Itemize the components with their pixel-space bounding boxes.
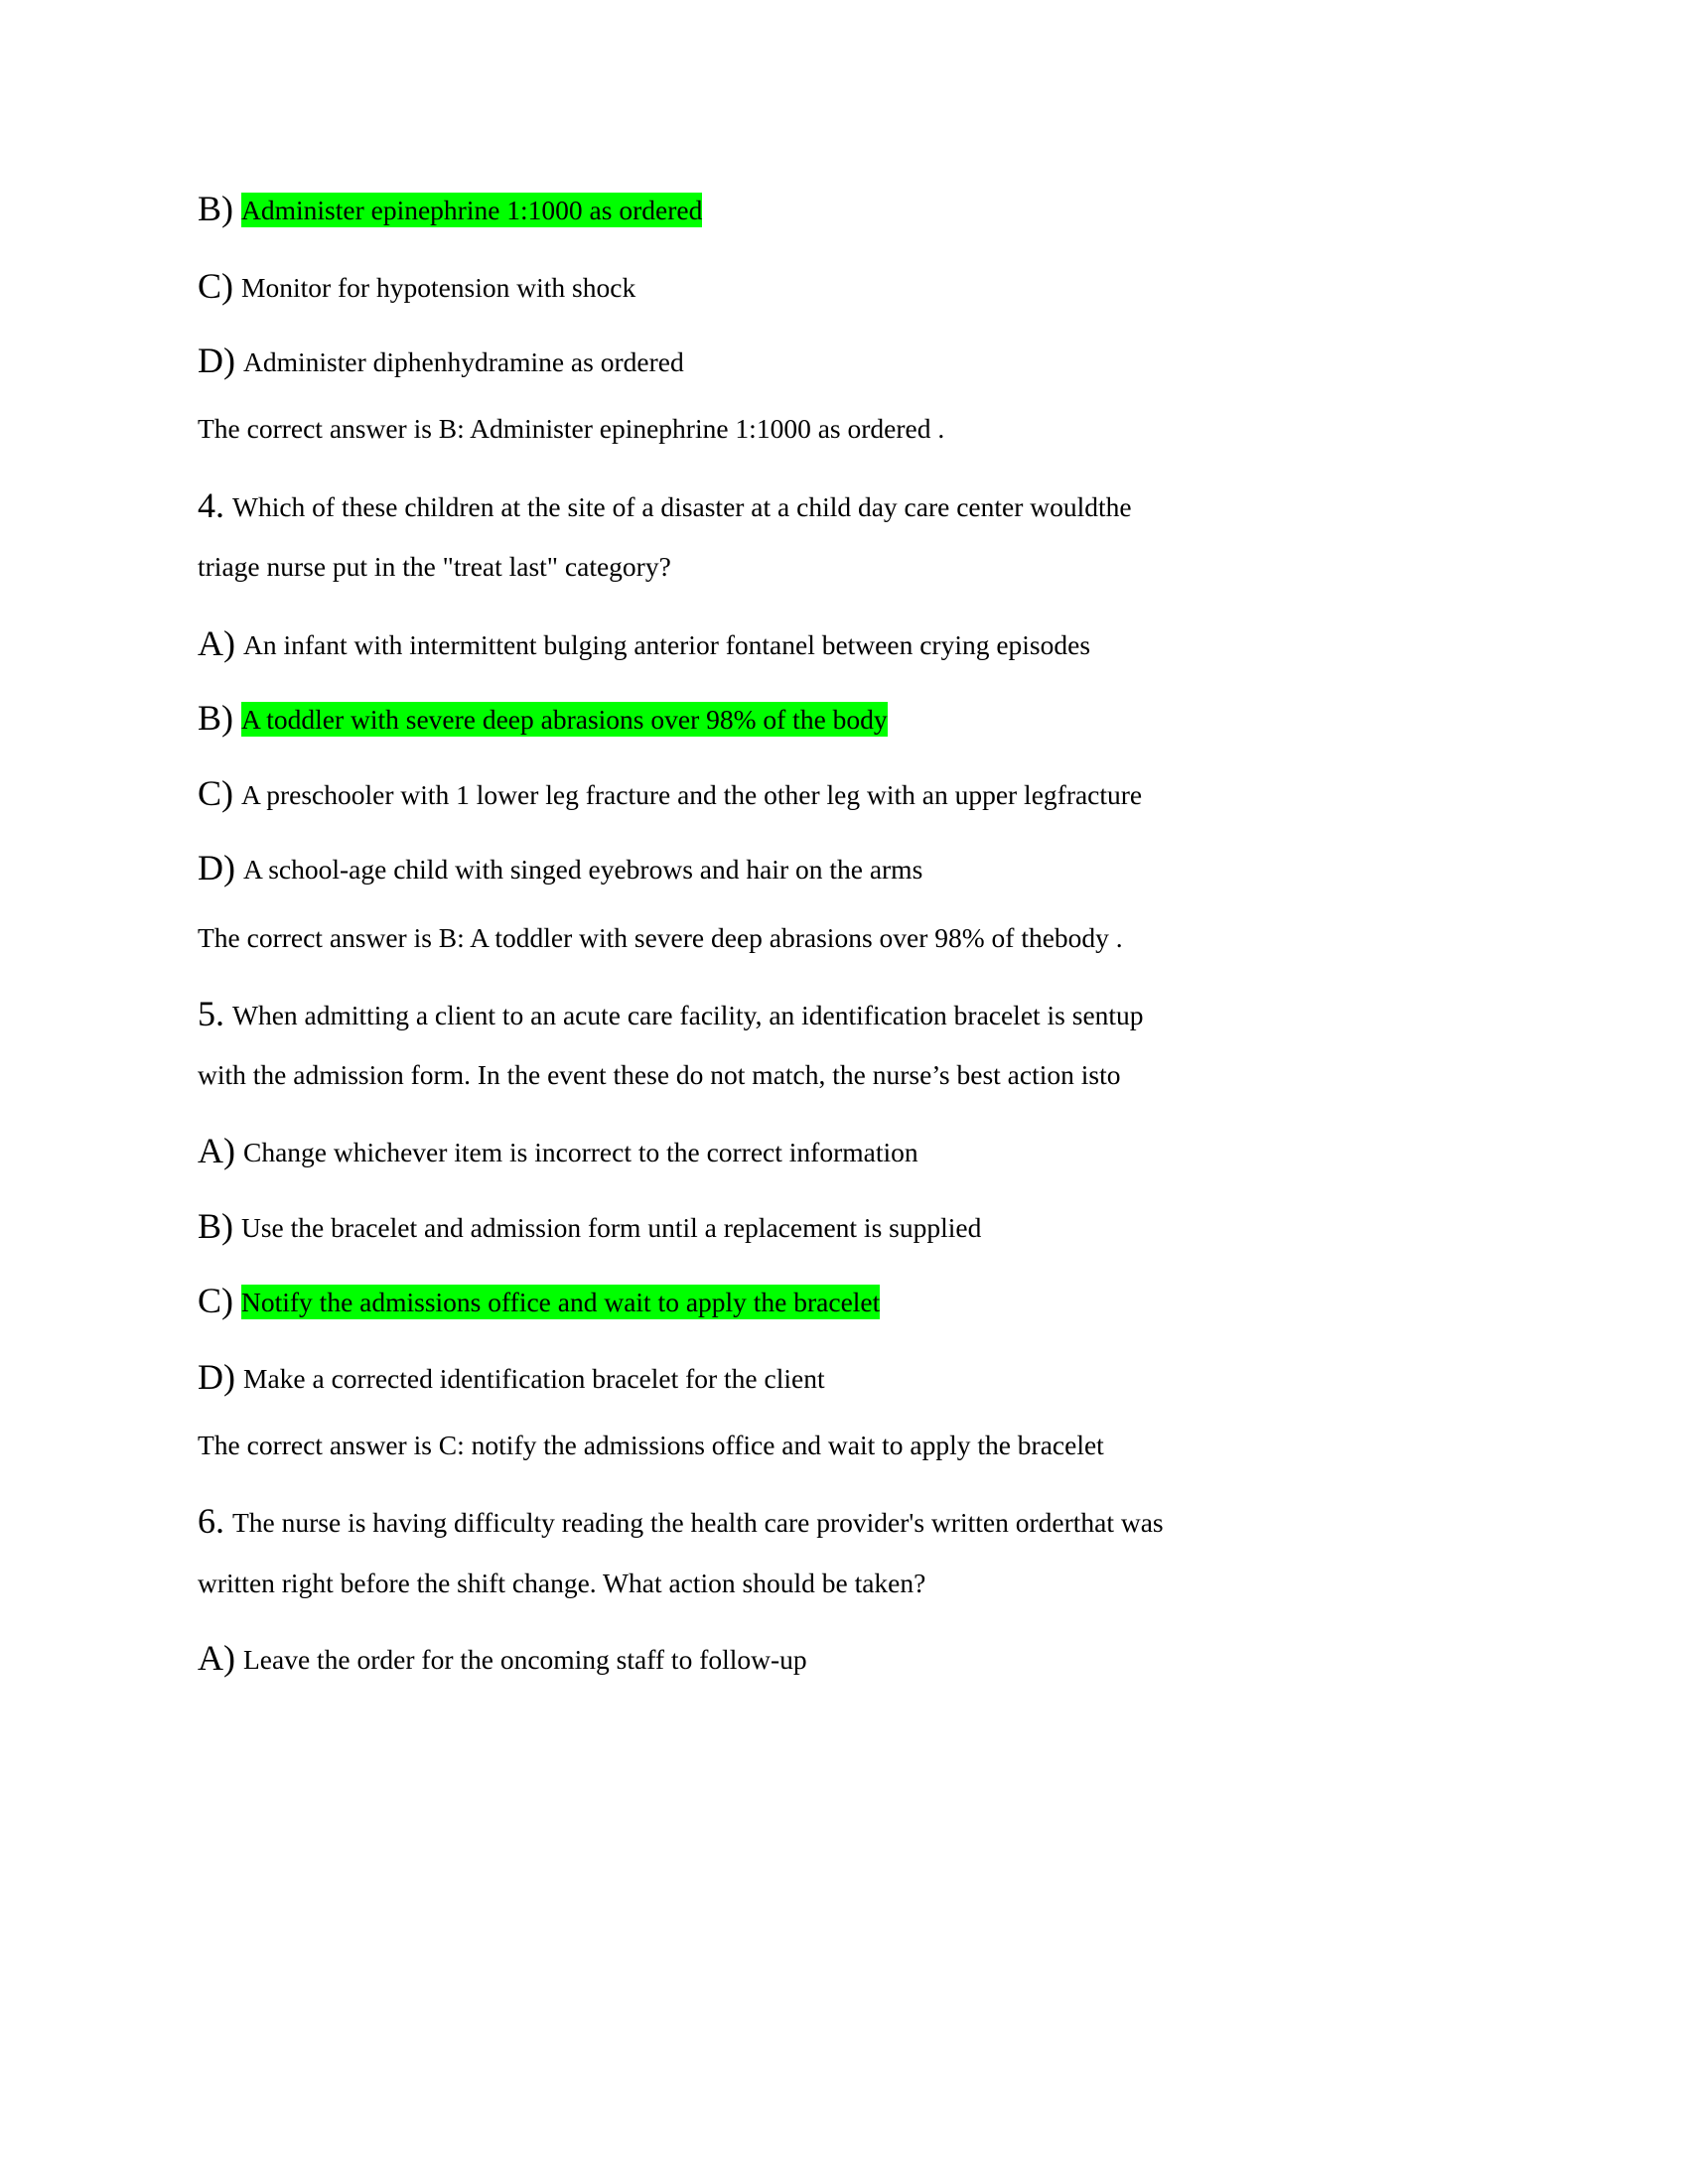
answer-option [198,775,1142,813]
question-line [198,487,1132,525]
answer-option [198,1283,880,1320]
question-continuation [198,1057,1120,1093]
option-label: D) [198,1357,235,1397]
option-label: B) [198,189,233,228]
question-line [198,1503,1164,1541]
option-label: C) [198,773,233,813]
option-label: A) [198,1638,235,1678]
line-text: The correct answer is B: A toddler with severe deep abrasions over 98% of thebody . [198,922,1123,953]
line-text: The correct answer is B: Administer epinephrine 1:1000 as ordered . [198,413,945,444]
option-label: D) [198,341,235,380]
line-text: Leave the order for the oncoming staff to follow-up [243,1644,807,1675]
option-label: C) [198,266,233,306]
option-label: D) [198,848,235,887]
answer-option [198,1640,807,1678]
line-text: The correct answer is C: notify the admissions office and wait to apply the bracelet [198,1430,1104,1460]
answer-option [198,191,702,228]
option-label: B) [198,1206,233,1246]
line-text: A school-age child with singed eyebrows and hair on the arms [243,854,923,885]
answer-option [198,625,1090,663]
line-text: A preschooler with 1 lower leg fracture and the other leg with an upper legfracture [241,779,1143,810]
line-text: Which of these children at the site of a disaster at a child day care center wouldthe [232,491,1132,522]
correct-answer-line [198,920,1123,956]
line-text: Change whichever item is incorrect to the correct information [243,1137,918,1167]
question-line [198,996,1144,1033]
answer-option [198,850,922,887]
answer-option [198,1133,918,1170]
question-continuation [198,549,671,585]
highlighted-answer-text: Notify the admissions office and wait to apply the bracelet [241,1287,881,1317]
option-label: 6. [198,1501,224,1541]
answer-option [198,1359,825,1397]
correct-answer-line [198,1428,1104,1463]
option-label: 4. [198,485,224,525]
answer-option [198,1208,981,1246]
answer-option [198,342,684,380]
question-continuation [198,1566,925,1601]
option-label: B) [198,698,233,738]
line-text: with the admission form. In the event these do not match, the nurse’s best action isto [198,1059,1121,1090]
line-text: Administer diphenhydramine as ordered [243,346,684,377]
option-label: 5. [198,994,224,1033]
line-text: An infant with intermittent bulging anterior fontanel between crying episodes [243,629,1091,660]
line-text: written right before the shift change. What action should be taken? [198,1568,926,1598]
highlighted-answer-text: Administer epinephrine 1:1000 as ordered [241,195,703,225]
highlighted-answer-text: A toddler with severe deep abrasions over 98% of the body [241,704,888,735]
line-text: Use the bracelet and admission form until a replacement is supplied [241,1212,982,1243]
line-text: When admitting a client to an acute care facility, an identification bracelet is sentup [232,1000,1144,1030]
option-label: A) [198,623,235,663]
line-text: The nurse is having difficulty reading the health care provider's written orderthat was [232,1507,1164,1538]
line-text: Monitor for hypotension with shock [241,272,636,303]
option-label: C) [198,1281,233,1320]
option-label: A) [198,1131,235,1170]
correct-answer-line [198,411,944,447]
line-text: Make a corrected identification bracelet for the client [243,1363,825,1394]
answer-option [198,268,635,306]
answer-option [198,700,888,738]
line-text: triage nurse put in the "treat last" category? [198,551,671,582]
